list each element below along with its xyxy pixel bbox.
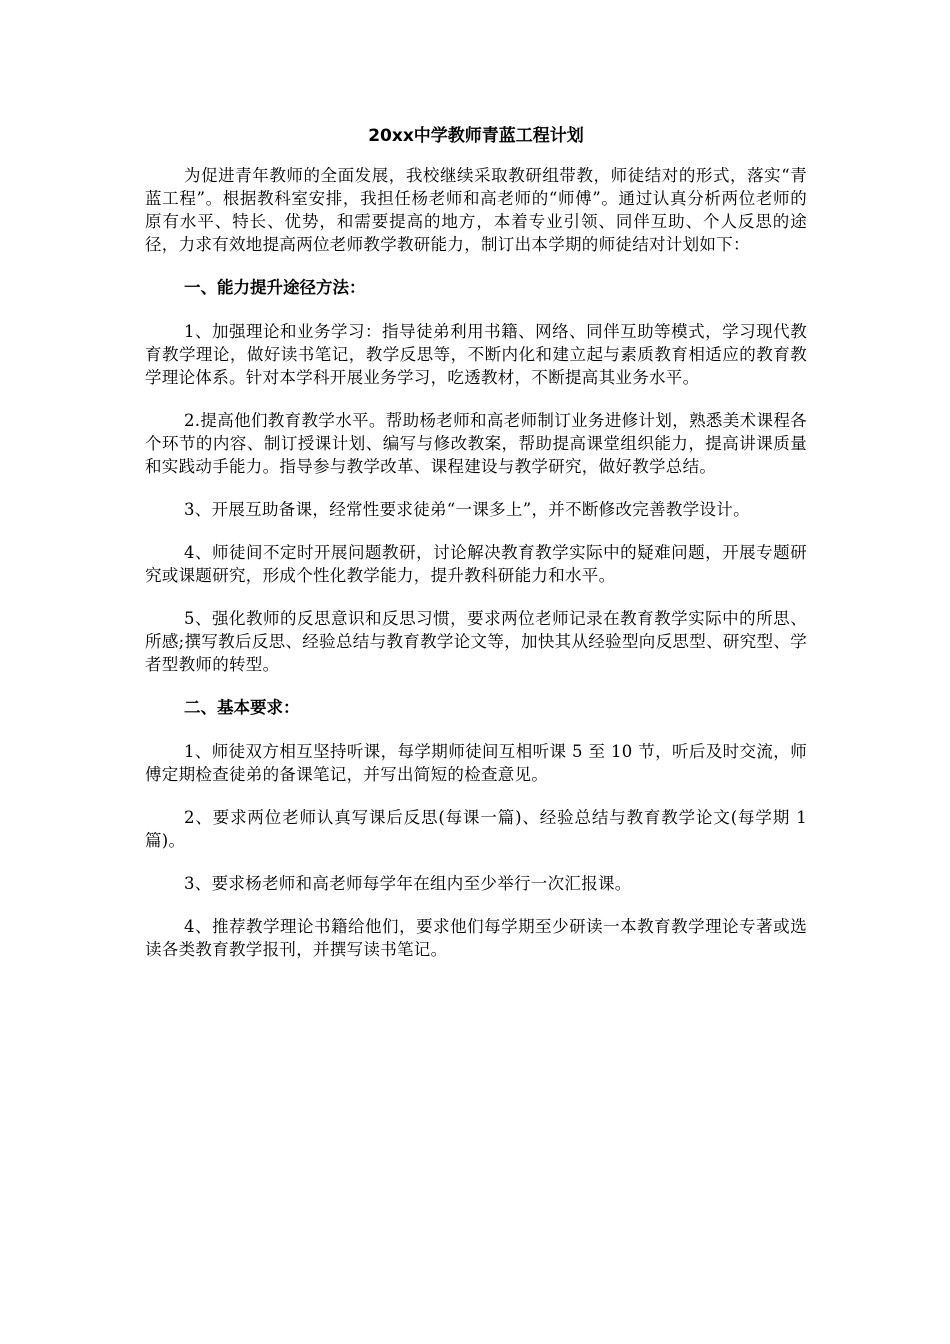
section1-item-5: 5、强化教师的反思意识和反思习惯，要求两位老师记录在教育教学实际中的所思、所感;撰写教后反思、经验总结与教育教学论文等，加快其从经验型向反思型、研究型、学者型教师的转型。 (145, 609, 807, 674)
section2-item-1: 1、师徒双方相互坚持听课，每学期师徒间互相听课 5 至 10 节，听后及时交流，师傅定期检查徒弟的备课笔记，并写出简短的检查意见。 (145, 742, 807, 784)
section2-item-2: 2、要求两位老师认真写课后反思(每课一篇)、经验总结与教育教学论文(每学期 1 篇)。 (145, 808, 807, 850)
section1-item-4: 4、师徒间不定时开展问题教研，讨论解决教育教学实际中的疑难问题，开展专题研究或课题研究，形成个性化教学能力，提升教科研能力和水平。 (145, 543, 807, 585)
section-heading-1: 一、能力提升途径方法： (184, 278, 366, 297)
section-heading-2: 二、基本要求： (184, 698, 300, 717)
section2-item-4: 4、推荐教学理论书籍给他们，要求他们每学期至少研读一本教育教学理论专著或选读各类教育教学报刊，并撰写读书笔记。 (145, 917, 807, 959)
document-body (145, 122, 807, 981)
section1-item-3: 3、开展互助备课，经常性要求徒弟“一课多上”，并不断修改完善教学设计。 (184, 500, 750, 519)
section1-item-1: 1、加强理论和业务学习：指导徒弟利用书籍、网络、同伴互助等模式，学习现代教育教学理论，做好读书笔记，教学反思等，不断内化和建立起与素质教育相适应的教育教学理论体系。针对本学科开展业务学习，吃透教材，不断提高其业务水平。 (145, 322, 807, 387)
intro-paragraph: 为促进青年教师的全面发展，我校继续采取教研组带教，师徒结对的形式，落实“青蓝工程”。根据教科室安排，我担任杨老师和高老师的“师傅”。通过认真分析两位老师的原有水平、特长、优势，和需要提高的地方，本着专业引领、同伴互助、个人反思的途径，力求有效地提高两位老师教学教研能力，制订出本学期的师徒结对计划如下： (145, 166, 807, 254)
section2-item-3: 3、要求杨老师和高老师每学年在组内至少举行一次汇报课。 (184, 874, 632, 893)
document-title: 20xx中学教师青蓝工程计划 (368, 126, 584, 146)
section1-item-2: 2.提高他们教育教学水平。帮助杨老师和高老师制订业务进修计划，熟悉美术课程各个环节的内容、制订授课计划、编写与修改教案，帮助提高课堂组织能力，提高讲课质量和实践动手能力。指导参与教学改革、课程建设与教学研究，做好教学总结。 (145, 411, 807, 476)
